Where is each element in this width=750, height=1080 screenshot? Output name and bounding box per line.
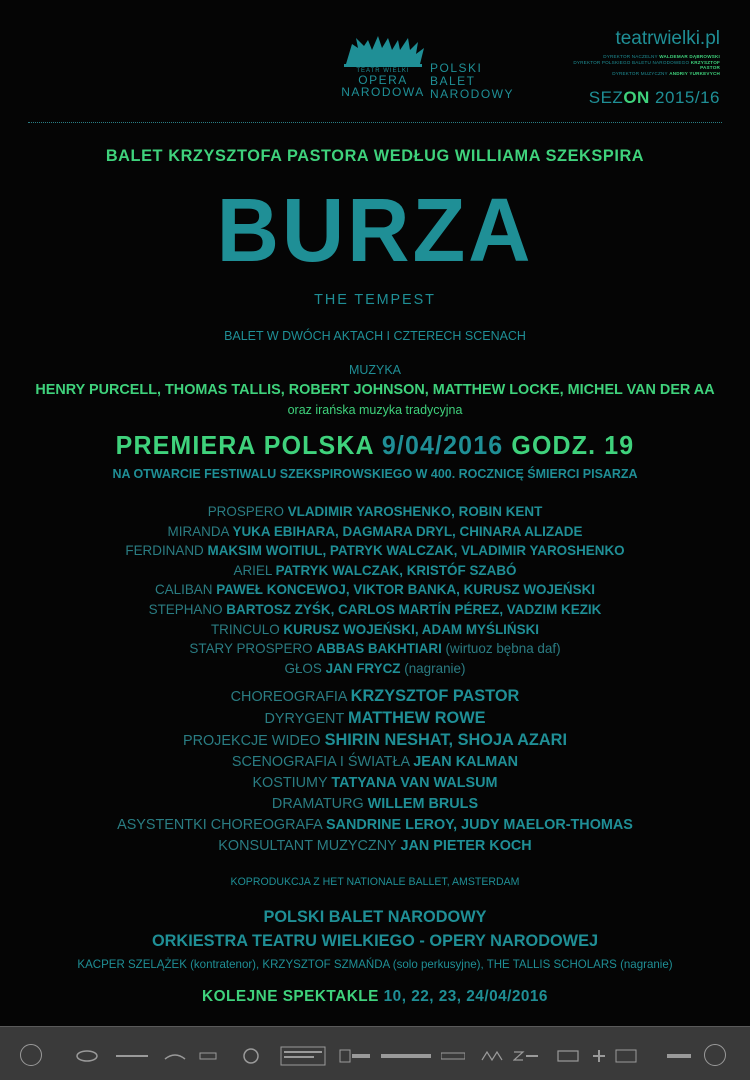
next-label: KOLEJNE SPEKTAKLE [202, 988, 379, 1005]
crew-row: DYRYGENT MATTHEW ROWE [264, 708, 486, 727]
kghm-logo-icon [236, 1044, 266, 1068]
ams-logo-icon [666, 1044, 692, 1068]
music-extra: oraz irańska muzyka tradycyjna [287, 402, 463, 417]
cast-row: MIRANDA YUKA EBIHARA, DAGMARA DRYL, CHINARA ALIZADE [167, 522, 583, 539]
cast-row: TRINCULO KURUSZ WOJEŃSKI, ADAM MYŚLIŃSKI [210, 620, 540, 637]
show-title: BURZA [216, 181, 534, 281]
zeta-logo-icon [512, 1044, 540, 1068]
season-label: SEZON 2015/16 [588, 88, 720, 107]
director-line: DYREKTOR POLSKIEGO BALETU NARODOWEGO KRZYSZTOF PASTOR [573, 59, 720, 71]
plus-logo-icon [592, 1044, 606, 1068]
premiere-line [15, 430, 735, 461]
opera-small-label: TEATR WIELKI [356, 68, 410, 74]
crew-row: KOSTIUMY TATYANA VAN WALSUM [252, 774, 498, 791]
director-line: DYREKTOR MUZYCZNY ANDRIY YURKEVYCH [612, 70, 720, 76]
crew-row: ASYSTENTKI CHOREOGRAFA SANDRINE LEROY, JUDY MAELOR-THOMAS [117, 816, 633, 833]
pani-logo-icon [440, 1044, 466, 1068]
gazeta-logo-icon [338, 1044, 372, 1068]
top-line: BALET KRZYSZTOFA PASTORA WEDŁUG WILLIAMA SZEKSPIRA [105, 146, 645, 165]
shakespeare-logo-icon [278, 1044, 328, 1068]
next-dates: 10, 22, 23, 24/04/2016 [383, 988, 548, 1005]
tvp-logo-icon [704, 1044, 726, 1066]
director-line: DYREKTOR NACZELNY WALDEMAR DĄBROWSKI [603, 54, 720, 59]
cast-row: CALIBAN PAWEŁ KONCEWOJ, VIKTOR BANKA, KURUSZ WOJEŃSKI [154, 581, 596, 598]
premiere-time: GODZ. 19 [511, 430, 635, 460]
crew-row: CHOREOGRAFIA KRZYSZTOF PASTOR [230, 686, 520, 705]
ensemble-orchestra: ORKIESTRA TEATRU WIELKIEGO - OPERY NARODOWEJ [151, 931, 599, 950]
crew-row: PROJEKCJE WIDEO SHIRIN NESHAT, SHOJA AZARI [182, 730, 568, 749]
footer-divider [0, 1026, 750, 1027]
guest-artists: KACPER SZELĄŻEK (kontratenor), KRZYSZTOF SZMAŃDA (solo perkusyjne), THE TALLIS SCHOLARS (nagranie) [77, 957, 673, 971]
cast-row: GŁOS JAN FRYCZ (nagranie) [284, 659, 466, 676]
ballet-name: POLSKI BALET NARODOWY [430, 61, 514, 101]
mercedes-logo-icon [160, 1044, 190, 1068]
music-label: MUZYKA [348, 362, 401, 377]
cast-row: ARIEL PATRYK WALCZAK, KRISTÓF SZABÓ [233, 561, 517, 578]
radio-logo-icon [556, 1044, 580, 1068]
premiere-label: PREMIERA POLSKA [115, 430, 374, 460]
coproduction: KOPRODUKCJA Z HET NATIONALE BALLET, AMSTERDAM [230, 876, 520, 888]
show-subtitle: THE TEMPEST [314, 291, 436, 308]
citroen-logo-icon [112, 1044, 152, 1068]
website-link[interactable]: teatrwielki.pl [615, 28, 720, 49]
crew-row: SCENOGRAFIA I ŚWIATŁA JEAN KALMAN [231, 753, 519, 770]
cast-row: STARY PROSPERO ABBAS BAKHTIARI (wirtuoz bębna daf) [189, 640, 561, 657]
opera-name: OPERA NARODOWA [341, 73, 425, 99]
festival-line: NA OTWARCIE FESTIWALU SZEKSPIROWSKIEGO W 400. ROCZNICĘ ŚMIERCI PISARZA [112, 466, 638, 481]
acts-line: BALET W DWÓCH AKTACH I CZTERECH SCENACH [224, 328, 526, 343]
cojestgrane-logo-icon [380, 1044, 432, 1068]
cast-list [15, 502, 735, 678]
polska-logo-icon [614, 1044, 638, 1068]
next-performances [15, 988, 735, 1006]
premiere-date: 9/04/2016 [381, 430, 504, 460]
quadriga-logo-icon [338, 34, 428, 68]
pwa-logo-icon [480, 1044, 504, 1068]
directors-list [560, 54, 720, 76]
cast-row: FERDINAND MAKSIM WOITIUL, PATRYK WALCZAK, VLADIMIR YAROSHENKO [125, 542, 625, 559]
crew-list [15, 685, 735, 856]
pzu-logo-icon [20, 1044, 42, 1066]
dotted-divider [28, 122, 722, 123]
ensemble-ballet: POLSKI BALET NARODOWY [263, 907, 487, 926]
orlen-logo-icon [72, 1044, 102, 1068]
cast-row: STEPHANO BARTOSZ ZYŚK, CARLOS MARTÍN PÉREZ, VADZIM KEZIK [148, 600, 602, 617]
composers: HENRY PURCELL, THOMAS TALLIS, ROBERT JOHNSON, MATTHEW LOCKE, MICHEL VAN DER AA [35, 381, 715, 398]
crew-row: KONSULTANT MUZYCZNY JAN PIETER KOCH [218, 837, 532, 854]
kgk-logo-icon [195, 1044, 220, 1068]
crew-row: DRAMATURG WILLEM BRULS [271, 795, 479, 812]
cast-row: PROSPERO VLADIMIR YAROSHENKO, ROBIN KENT [207, 503, 543, 519]
